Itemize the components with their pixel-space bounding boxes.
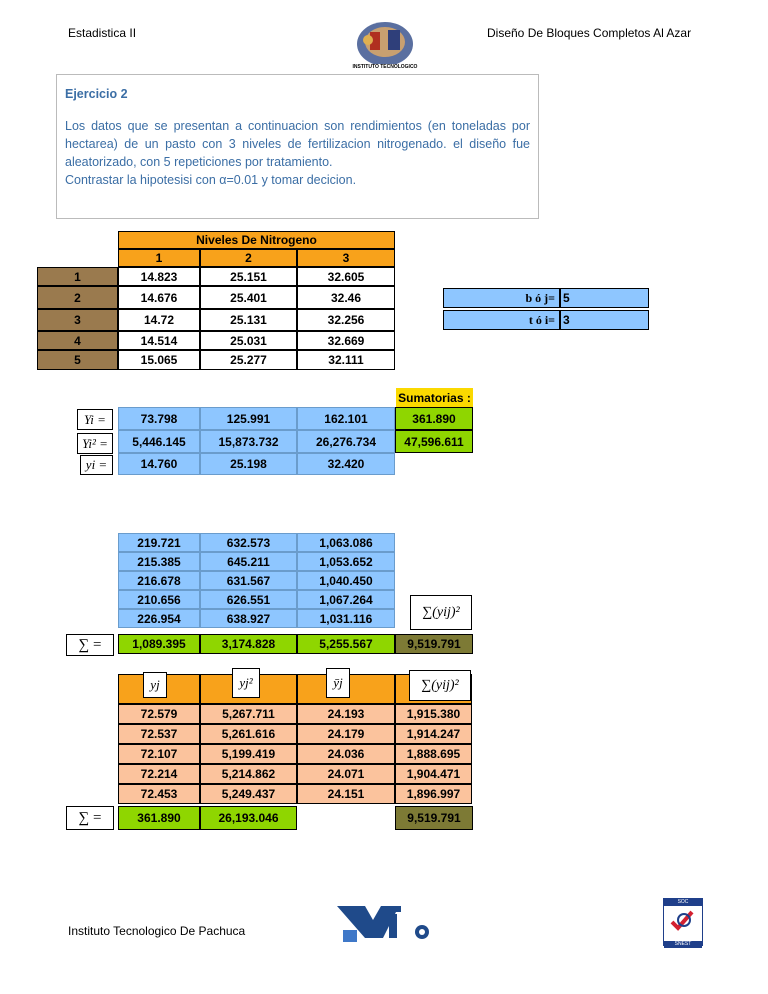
summary-cell: 26,276.734 bbox=[297, 430, 395, 453]
square-cell: 210.656 bbox=[118, 590, 200, 609]
row-label: 5 bbox=[37, 350, 118, 370]
summary-cell: 162.101 bbox=[297, 407, 395, 430]
block-cell: 24.071 bbox=[297, 764, 395, 784]
square-cell: 631.567 bbox=[200, 571, 297, 590]
table-cell: 14.514 bbox=[118, 331, 200, 350]
table-cell: 32.111 bbox=[297, 350, 395, 370]
sgc-logo-top: SOC bbox=[664, 899, 702, 906]
square-cell: 626.551 bbox=[200, 590, 297, 609]
yi-label: Yi = bbox=[77, 409, 113, 430]
block-sum: 26,193.046 bbox=[200, 806, 297, 830]
table-cell: 32.256 bbox=[297, 309, 395, 331]
sum-squares-label: ∑(yij)² bbox=[410, 595, 472, 630]
block-cell: 72.579 bbox=[118, 704, 200, 724]
summary-cell: 5,446.145 bbox=[118, 430, 200, 453]
yj-squared-header: yj² bbox=[232, 668, 260, 698]
institute-logo bbox=[350, 18, 420, 76]
block-cell: 1,904.471 bbox=[395, 764, 472, 784]
square-cell: 645.211 bbox=[200, 552, 297, 571]
square-sum: 1,089.395 bbox=[118, 634, 200, 654]
yi-squared-label: Yi² = bbox=[77, 433, 113, 454]
block-cell: 1,888.695 bbox=[395, 744, 472, 764]
block-sum: 361.890 bbox=[118, 806, 200, 830]
sum-squares-header: ∑(yij)² bbox=[409, 670, 471, 701]
square-cell: 1,040.450 bbox=[297, 571, 395, 590]
table-cell: 25.131 bbox=[200, 309, 297, 331]
logo-caption: INSTITUTO TECNOLOGICO bbox=[352, 64, 418, 70]
row-label: 4 bbox=[37, 331, 118, 350]
block-cell: 5,261.616 bbox=[200, 724, 297, 744]
square-total: 9,519.791 bbox=[395, 634, 473, 654]
block-sum-total: 9,519.791 bbox=[395, 806, 473, 830]
table-cell: 14.823 bbox=[118, 267, 200, 286]
square-cell: 216.678 bbox=[118, 571, 200, 590]
table-cell: 25.401 bbox=[200, 286, 297, 309]
summary-cell: 25.198 bbox=[200, 453, 297, 475]
summary-cell: 73.798 bbox=[118, 407, 200, 430]
header-right: Diseño De Bloques Completos Al Azar bbox=[487, 26, 692, 40]
block-cell: 1,896.997 bbox=[395, 784, 472, 804]
exercise-title: Ejercicio 2 bbox=[65, 87, 128, 101]
square-sum: 3,174.828 bbox=[200, 634, 297, 654]
block-cell: 1,914.247 bbox=[395, 724, 472, 744]
block-cell: 72.214 bbox=[118, 764, 200, 784]
table-cell: 32.605 bbox=[297, 267, 395, 286]
table-cell: 25.277 bbox=[200, 350, 297, 370]
param-label-b: b ó j= bbox=[443, 288, 560, 308]
column-header: 3 bbox=[297, 249, 395, 267]
yi-mean-label: yi = bbox=[80, 455, 113, 475]
blocks-sum-label: ∑ = bbox=[66, 806, 114, 830]
square-cell: 638.927 bbox=[200, 609, 297, 628]
param-value-b: 5 bbox=[560, 288, 649, 308]
summary-cell: 32.420 bbox=[297, 453, 395, 475]
exercise-text: Los datos que se presentan a continuacion son rendimientos (en toneladas por hectarea) de un pasto con 3 niveles de fertilizacion nitrogenado. el diseño fue aleatorizado, con 5 repeticiones por tratamiento. bbox=[65, 119, 530, 169]
block-cell: 72.107 bbox=[118, 744, 200, 764]
table-cell: 25.031 bbox=[200, 331, 297, 350]
sgc-emblem-icon bbox=[664, 906, 702, 936]
square-cell: 215.385 bbox=[118, 552, 200, 571]
table-cell: 14.72 bbox=[118, 309, 200, 331]
table-cell: 25.151 bbox=[200, 267, 297, 286]
block-cell: 1,915.380 bbox=[395, 704, 472, 724]
row-label: 2 bbox=[37, 286, 118, 309]
square-cell: 1,053.652 bbox=[297, 552, 395, 571]
sum-label: ∑ = bbox=[66, 634, 114, 656]
block-cell: 24.036 bbox=[297, 744, 395, 764]
summary-total: 47,596.611 bbox=[395, 430, 473, 453]
summary-cell: 125.991 bbox=[200, 407, 297, 430]
table-title: Niveles De Nitrogeno bbox=[118, 231, 395, 249]
exercise-box bbox=[56, 74, 539, 219]
column-header: 2 bbox=[200, 249, 297, 267]
param-value-t: 3 bbox=[560, 310, 649, 330]
block-cell: 72.453 bbox=[118, 784, 200, 804]
row-label: 3 bbox=[37, 309, 118, 331]
header-left: Estadistica II bbox=[68, 26, 137, 40]
block-cell: 5,199.419 bbox=[200, 744, 297, 764]
footer-logo bbox=[335, 900, 435, 945]
square-sum: 5,255.567 bbox=[297, 634, 395, 654]
sumatorias-label: Sumatorias : bbox=[396, 388, 473, 407]
yj-header: yj bbox=[143, 672, 167, 698]
sgc-logo-bottom: SNEST bbox=[664, 941, 702, 948]
row-label: 1 bbox=[37, 267, 118, 286]
footer-left: Instituto Tecnologico De Pachuca bbox=[68, 924, 246, 938]
square-cell: 226.954 bbox=[118, 609, 200, 628]
block-cell: 24.151 bbox=[297, 784, 395, 804]
column-header: 1 bbox=[118, 249, 200, 267]
square-cell: 632.573 bbox=[200, 533, 297, 552]
block-cell: 5,249.437 bbox=[200, 784, 297, 804]
summary-cell: 14.760 bbox=[118, 453, 200, 475]
sgc-logo bbox=[663, 898, 703, 946]
summary-cell: 15,873.732 bbox=[200, 430, 297, 453]
square-cell: 1,067.264 bbox=[297, 590, 395, 609]
square-cell: 1,031.116 bbox=[297, 609, 395, 628]
block-cell: 24.193 bbox=[297, 704, 395, 724]
block-cell: 24.179 bbox=[297, 724, 395, 744]
table-cell: 14.676 bbox=[118, 286, 200, 309]
yj-mean-header: ȳj bbox=[326, 668, 350, 698]
table-cell: 15.065 bbox=[118, 350, 200, 370]
square-cell: 219.721 bbox=[118, 533, 200, 552]
table-cell: 32.46 bbox=[297, 286, 395, 309]
exercise-text-2: Contrastar la hipotesisi con α=0.01 y tomar decicion. bbox=[65, 173, 357, 187]
param-label-t: t ó i= bbox=[443, 310, 560, 330]
table-cell: 32.669 bbox=[297, 331, 395, 350]
block-cell: 5,214.862 bbox=[200, 764, 297, 784]
block-cell: 5,267.711 bbox=[200, 704, 297, 724]
square-cell: 1,063.086 bbox=[297, 533, 395, 552]
summary-total: 361.890 bbox=[395, 407, 473, 430]
block-cell: 72.537 bbox=[118, 724, 200, 744]
